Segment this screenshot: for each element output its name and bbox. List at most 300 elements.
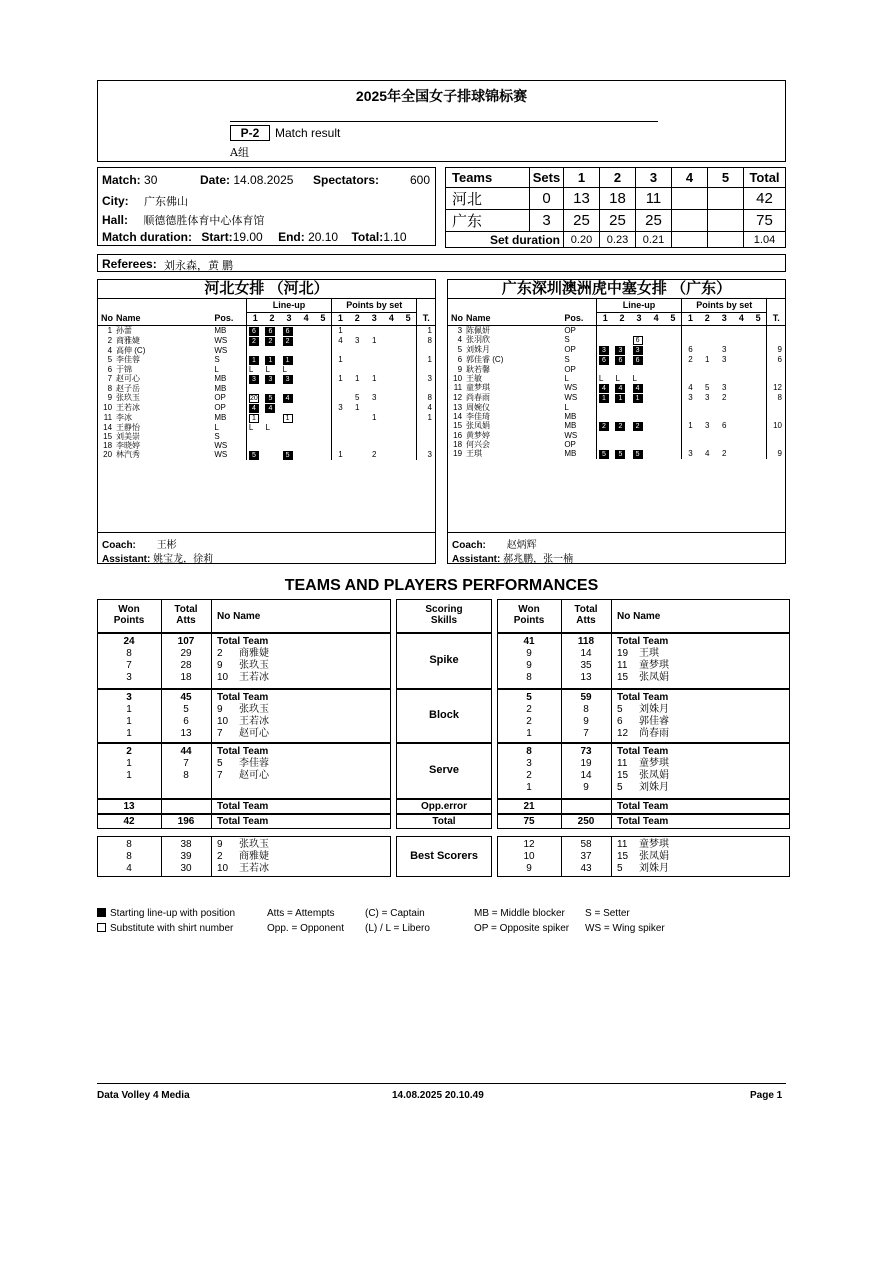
best-won-points: 12 [523,839,535,850]
libero-mark: L [598,373,604,383]
team-a-table [98,299,435,460]
starting-position: 2 [249,337,259,346]
score-header-set3: 3 [636,168,672,188]
footer-right: Page 1 [750,1090,783,1101]
set-points: 3 [682,393,699,403]
total-team-label: Total Team [217,692,269,703]
set-points: 1 [372,374,377,383]
set-points [366,346,383,355]
set-points: 6 [722,421,727,430]
set-points [349,325,366,336]
team-total-atts: 107 [177,636,195,647]
set-points [733,440,750,449]
best-won-points: 8 [126,851,132,862]
player-row [98,393,435,403]
points-set-num: 1 [682,312,699,325]
player-number: 15 [617,770,629,781]
best-total-atts: 30 [180,863,192,874]
starting-position: 3 [599,346,609,355]
player-position: S [564,355,570,364]
set-points: 5 [355,393,360,402]
set-points [349,441,366,450]
player-number: 3 [457,325,463,335]
starting-position: 4 [283,394,293,403]
set-points [733,325,750,335]
team-won-points: 8 [526,746,532,757]
points-set-num: 5 [755,313,761,323]
set-points [733,393,750,403]
best-player-number: 10 [217,863,229,874]
score-sets: 0 [530,188,564,210]
lineup-set-num: 4 [653,313,659,323]
set-points [733,345,750,355]
player-name: 赵可心 [239,770,269,781]
total-label: Total [432,816,456,827]
player-position: WS [214,440,228,450]
col-no-name: No Name [217,611,261,622]
starting-position: 6 [599,356,609,365]
set-points [750,412,767,421]
best-player-number: 15 [617,851,629,862]
set-points [716,403,733,412]
empty-square-icon [97,923,106,932]
set-points [366,325,383,336]
col-name: Name [466,312,491,323]
player-number: 10 [103,403,113,412]
starting-position: 4 [633,384,643,393]
score-header-teams: Teams [446,168,530,188]
points-set-num: 4 [388,313,394,323]
player-position: OP [564,325,576,335]
player-won-points: 2 [526,716,532,727]
player-total-points [767,335,785,345]
player-name: 张凤娟 [466,421,491,430]
starting-position: 1 [599,394,609,403]
starting-position: 4 [265,404,275,413]
starting-position: 3 [615,346,625,355]
team-won-points: 24 [123,636,135,647]
match-info-box [97,167,436,246]
player-name: 刘姝月 [639,704,669,715]
best-won-points: 4 [126,863,132,874]
player-total-atts: 18 [180,672,192,683]
set-points [750,440,767,449]
player-row [448,374,785,383]
player-total-points: 9 [767,449,785,459]
starting-position: 6 [265,327,275,336]
player-number: 5 [217,758,223,769]
set-points [332,346,349,355]
starting-position: 5 [633,450,643,459]
starting-position: 5 [599,450,609,459]
player-name: 张玖玉 [239,704,269,715]
set-points [400,374,417,384]
player-total-points: 3 [417,450,435,460]
player-number: 19 [453,449,463,458]
set-points [750,383,767,393]
total-team-label: Total Team [217,801,269,812]
points-set-num: 5 [405,313,411,323]
set-points: 4 [682,383,699,393]
set-points [733,421,750,431]
score-set2: 18 [600,188,636,210]
set-points [699,431,716,440]
player-position: OP [214,393,226,402]
starting-position: 6 [615,356,625,365]
player-number: 6 [617,716,623,727]
set-points [682,403,699,412]
starting-position: 4 [599,384,609,393]
player-name: 童梦琪 [466,383,491,392]
best-player-number: 11 [617,839,628,850]
player-row [98,346,435,355]
score-header-total: Total [744,168,786,188]
player-total-points [767,440,785,449]
starting-position: 6 [633,356,643,365]
set-points [366,365,383,374]
footer-divider [97,1083,786,1084]
set-points: 1 [332,450,349,460]
player-number: 15 [453,421,463,430]
score-sets: 3 [530,210,564,232]
set-duration-5 [708,232,744,248]
duration-label: Match duration: [102,230,192,244]
assistant-label: Assistant: [102,554,151,565]
set-points [400,365,417,374]
spectators-label: Spectators: [313,173,380,187]
set-points [750,355,767,365]
player-number: 9 [217,704,223,715]
set-points [383,384,400,393]
set-points [699,325,716,335]
player-total-atts: 13 [180,728,192,739]
set-points [750,431,767,440]
player-name: 高伸 (C) [116,345,146,355]
team-b-table [448,299,785,459]
points-set-num: 2 [704,313,710,323]
set-points: 3 [332,403,349,413]
best-player-name: 商雅婕 [239,851,269,862]
set-points [349,423,366,432]
player-row [448,403,785,412]
set-points [349,365,366,374]
player-name: 王若冰 [239,672,269,683]
player-number: 7 [217,728,223,739]
best-total-atts: 37 [580,851,592,862]
set-duration-1: 0.20 [564,232,600,248]
starting-position: 5 [265,394,275,403]
start-time: 19.00 [232,230,263,244]
starting-position: 2 [599,422,609,431]
opp-error-b: 21 [523,801,535,812]
score-set3: 11 [636,188,672,210]
substitute-number: 6 [633,336,643,345]
starting-position: 2 [265,337,275,346]
player-number: 15 [617,672,629,683]
player-name: 郭佳睿 [639,716,669,727]
player-total-points: 4 [417,403,435,413]
set-points [750,374,767,383]
score-set4 [672,210,708,232]
filled-square-icon [97,908,106,917]
starting-position: 1 [283,356,293,365]
set-points: 3 [372,393,377,402]
set-points [733,365,750,374]
set-points [332,384,349,393]
set-points: 1 [332,355,349,365]
starting-position: 3 [249,375,259,384]
player-position: L [564,402,569,412]
player-number: 14 [103,422,113,432]
player-position: S [564,335,570,344]
lineup-set-num: 5 [320,313,326,323]
lineup-set-num: 3 [286,313,292,323]
set-points [750,325,767,335]
set-points [682,374,699,383]
best-won-points: 10 [523,851,535,862]
lineup-header: Line-up [596,299,681,312]
player-total-points: 3 [417,374,435,384]
player-position: MB [214,374,227,383]
score-total: 42 [744,188,786,210]
player-name: 周婉仪 [466,402,491,412]
legend-captain: (C) = Captain [365,908,425,919]
player-total-atts: 29 [180,648,192,659]
player-name: 孙蕾 [116,326,133,335]
player-position: WS [564,430,578,440]
starting-position: 3 [633,346,643,355]
set-points [716,365,733,374]
set-points: 1 [355,374,360,383]
set-points [366,355,383,365]
col-won-points: Won Points [513,604,545,626]
total-team-label: Total Team [617,692,669,703]
best-total-atts: 39 [180,851,192,862]
player-name: 张羽欣 [466,335,491,344]
set-points: 3 [355,336,360,345]
libero-mark: L [632,373,637,383]
lineup-set-num: 5 [670,313,676,323]
legend-substitute: Substitute with shirt number [110,923,234,934]
player-position: OP [564,364,576,374]
player-position: MB [564,411,577,421]
player-name: 刘姝月 [639,782,669,793]
legend-op: OP = Opposite spiker [474,923,570,934]
player-total-atts: 9 [583,782,589,793]
set-points: 1 [332,325,349,336]
player-number: 8 [107,383,113,393]
score-set1: 25 [564,210,600,232]
player-total-points: 9 [767,345,785,355]
player-total-points [417,432,435,441]
starting-position: 2 [633,422,643,431]
set-points: 2 [722,449,727,458]
best-player-number: 5 [617,863,623,874]
set-points: 2 [722,393,727,402]
total-won-a: 42 [123,816,135,827]
player-total-points: 10 [767,421,785,431]
best-won-points: 8 [126,839,132,850]
best-player-number: 9 [217,839,223,850]
player-total-atts: 5 [183,704,189,715]
player-position: OP [564,439,576,449]
total-label: Total: [351,230,384,244]
set-points [400,441,417,450]
player-won-points: 1 [126,704,132,715]
player-name: 黄梦婷 [466,430,491,440]
player-number: 9 [107,393,113,402]
player-position: WS [564,383,578,392]
player-row [98,384,435,393]
team-won-points: 5 [526,692,532,703]
player-name: 何兴会 [466,439,491,449]
set-points: 1 [705,355,710,364]
substitute-number: 1 [283,414,293,423]
player-name: 王若冰 [239,716,269,727]
set-points [750,449,767,459]
total-duration: 1.04 [744,232,786,248]
player-total-points [767,431,785,440]
opp-error-label: Opp.error [420,801,468,812]
assistant-label: Assistant: [452,554,501,565]
best-total-atts: 58 [580,839,592,850]
set-points [699,374,716,383]
set-points [733,355,750,365]
skill-name: Block [429,709,459,721]
legend-atts: Atts = Attempts [267,908,335,919]
set-points [750,421,767,431]
set-points [699,412,716,421]
starting-position: 6 [249,327,259,336]
total-team-label: Total Team [617,801,669,812]
set-points [699,403,716,412]
team-total-atts: 44 [180,746,192,757]
player-number: 14 [453,411,463,421]
set-points [366,432,383,441]
player-number: 13 [453,402,463,412]
player-position: MB [564,449,577,458]
libero-mark: L [248,364,254,374]
col-total-atts: Total Atts [174,604,198,626]
set-points [349,450,366,460]
player-row [98,355,435,365]
score-team: 广东 [446,210,530,232]
player-total-points: 1 [417,413,435,423]
player-number: 12 [617,728,629,739]
team-b-assistant: 郝兆鹏，张一楠 [503,554,574,565]
player-name: 李佳蓉 [239,758,269,769]
player-position: L [214,422,219,432]
starting-position: 3 [283,375,293,384]
doc-code: P-2 [230,125,270,141]
libero-mark: L [615,373,620,383]
col-total: T. [767,312,785,325]
city-value: 广东佛山 [144,196,189,208]
starting-position: 1 [633,394,643,403]
set-points [733,449,750,459]
best-player-name: 刘姝月 [639,863,669,874]
lineup-set-num: 3 [636,313,642,323]
best-player-number: 2 [217,851,223,862]
player-number: 18 [103,440,113,450]
set-points [383,393,400,403]
player-position: MB [564,421,577,430]
player-number: 18 [453,439,463,449]
set-points [349,346,366,355]
group-label: A组 [230,146,249,159]
set-points [699,365,716,374]
libero-mark: L [265,364,270,374]
player-row [448,345,785,355]
player-row [448,431,785,440]
performance-title: TEAMS AND PLAYERS PERFORMANCES [284,577,599,594]
player-won-points: 9 [526,660,532,671]
footer-left: Data Volley 4 Media [97,1090,190,1101]
set-points [682,431,699,440]
total-team-label: Total Team [617,636,669,647]
points-header: Points by set [682,299,767,312]
player-name: 王琪 [466,449,483,458]
total-atts-a: 196 [177,816,195,827]
skill-name: Serve [429,764,459,776]
total-team-label: Total Team [617,746,669,757]
starting-position: 2 [615,422,625,431]
player-name: 尚春雨 [639,728,669,739]
player-name: 商雅婕 [239,648,269,659]
team-won-points: 3 [126,692,132,703]
player-name: 李佳蓉 [116,355,141,364]
player-name: 赵子岳 [116,383,141,393]
team-a-assistant: 姚宝龙，徐莉 [153,554,214,565]
player-total-points [767,403,785,412]
set-points: 3 [705,421,710,430]
set-points [332,423,349,432]
best-player-name: 王若冰 [239,863,269,874]
player-name: 王若冰 [116,403,141,412]
col-no: No [451,312,463,323]
team-b-coach: 赵炳辉 [506,540,537,551]
player-number: 5 [107,355,113,364]
set-points [383,365,400,374]
player-won-points: 1 [126,770,132,781]
player-row [98,441,435,450]
player-won-points: 7 [126,660,132,671]
set-points: 3 [722,383,727,392]
lineup-header: Line-up [246,299,331,312]
player-name: 童梦琪 [639,660,669,671]
header-divider [230,121,658,122]
match-date: 14.08.2025 [233,173,294,187]
set-duration-3: 0.21 [636,232,672,248]
best-total-atts: 38 [180,839,192,850]
col-won-points: Won Points [113,604,145,626]
player-total-atts: 19 [580,758,592,769]
player-won-points: 2 [526,770,532,781]
end-time: 20.10 [308,230,339,244]
player-name: 王敏 [466,373,483,383]
best-won-points: 9 [526,863,532,874]
total-time: 1.10 [383,230,407,244]
set-points [383,403,400,413]
team-won-points: 41 [523,636,535,647]
set-points [750,335,767,345]
player-row [448,365,785,374]
set-points [383,432,400,441]
set-points [682,365,699,374]
player-total-points [767,365,785,374]
set-duration-2: 0.23 [600,232,636,248]
score-row [446,188,786,210]
